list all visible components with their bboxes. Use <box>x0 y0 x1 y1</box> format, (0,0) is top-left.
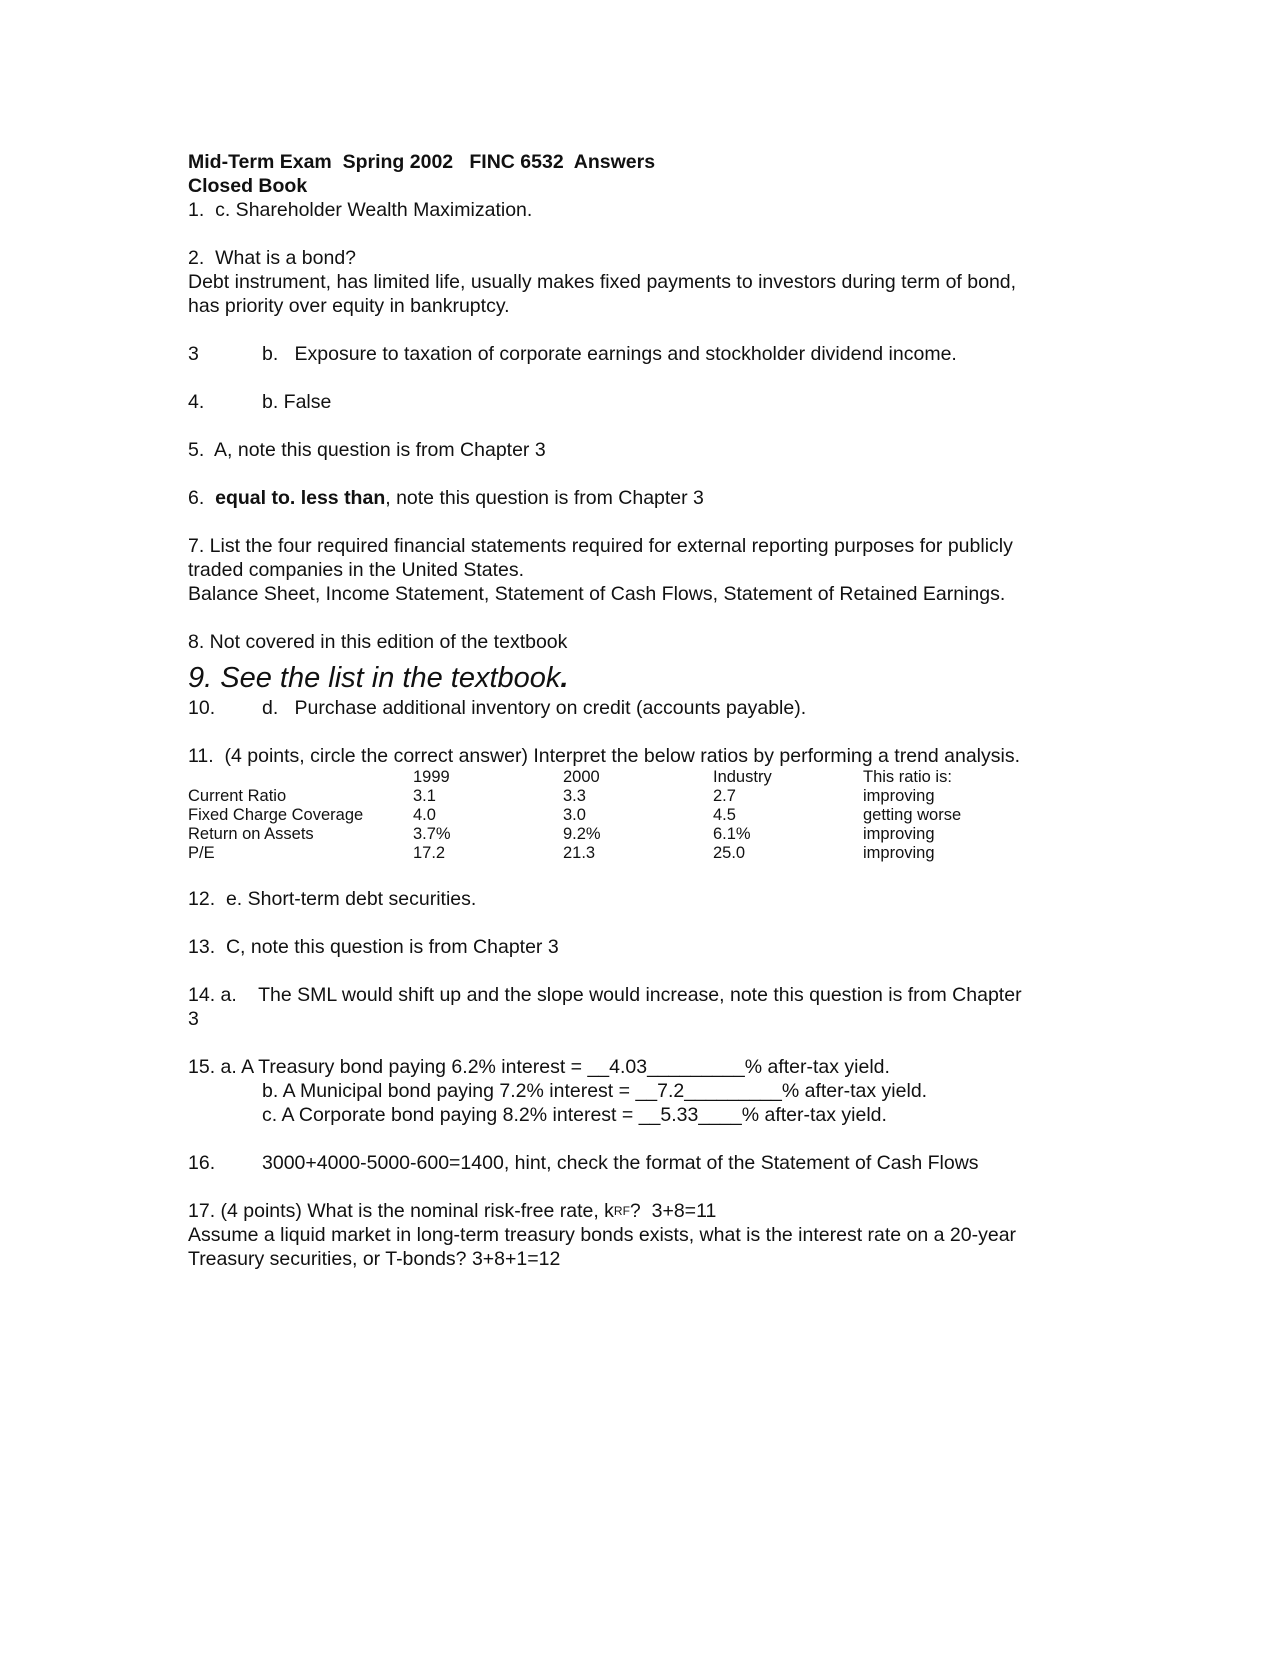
table-row <box>188 787 1013 806</box>
ratio-industry: 2.7 <box>713 787 736 805</box>
ratio-1999: 4.0 <box>413 806 436 824</box>
answer-16-text: 3000+4000-5000-600=1400, hint, check the format of the Statement of Cash Flows <box>262 1152 979 1174</box>
answer-13: 13. C, note this question is from Chapter 3 <box>188 936 559 958</box>
answer-17-pre: 17. (4 points) What is the nominal risk-free rate, k <box>188 1200 614 1222</box>
answer-9-text: 9. See the list in the textbook <box>188 662 561 694</box>
answer-12: 12. e. Short-term debt securities. <box>188 888 477 910</box>
exam-title: Mid-Term Exam Spring 2002 FINC 6532 Answers <box>188 151 656 173</box>
ratio-1999: 3.7% <box>413 825 451 843</box>
answer-2-line-1: Debt instrument, has limited life, usually makes fixed payments to investors during term of bond, <box>188 271 1017 293</box>
ratio-industry: 25.0 <box>713 844 746 862</box>
answer-17-subscript: RF <box>613 1204 630 1218</box>
exam-subtitle: Closed Book <box>188 175 308 197</box>
answer-17-line-1 <box>188 1199 1088 1223</box>
question-2: 2. What is a bond? <box>188 247 357 269</box>
ratio-trend: improving <box>863 787 935 805</box>
exam-answers-page <box>188 150 1088 1271</box>
ratio-name: Return on Assets <box>188 825 314 843</box>
ratio-1999: 17.2 <box>413 844 446 862</box>
ratio-header-1999: 1999 <box>413 768 450 786</box>
ratio-header-industry: Industry <box>713 768 772 786</box>
ratio-header-2000: 2000 <box>563 768 600 786</box>
answer-4-number: 4. <box>188 391 205 413</box>
question-7-line-2: traded companies in the United States. <box>188 559 525 581</box>
answer-10-number: 10. <box>188 697 216 719</box>
answer-14-line-2: 3 <box>188 1008 199 1030</box>
ratio-2000: 3.3 <box>563 787 586 805</box>
ratio-header-trend: This ratio is: <box>863 768 952 786</box>
answer-8: 8. Not covered in this edition of the textbook <box>188 631 568 653</box>
ratio-2000: 21.3 <box>563 844 596 862</box>
ratio-name: P/E <box>188 844 215 862</box>
answer-3-number: 3 <box>188 343 199 365</box>
ratio-trend: improving <box>863 825 935 843</box>
answer-4 <box>188 390 1088 414</box>
answer-10-text: d. Purchase additional inventory on credit (accounts payable). <box>262 697 807 719</box>
answer-3-text: b. Exposure to taxation of corporate earnings and stockholder dividend income. <box>262 343 957 365</box>
ratio-table <box>188 768 1013 863</box>
ratio-trend: getting worse <box>863 806 962 824</box>
answer-10 <box>188 696 1088 720</box>
answer-6 <box>188 486 1088 510</box>
answer-15a: 15. a. A Treasury bond paying 6.2% interest = __4.03_________% after-tax yield. <box>188 1056 890 1078</box>
answer-4-text: b. False <box>262 391 332 413</box>
answer-3 <box>188 342 1088 366</box>
answer-6-rest: , note this question is from Chapter 3 <box>385 487 704 509</box>
table-row <box>188 825 1013 844</box>
answer-9 <box>188 660 1088 696</box>
table-row <box>188 806 1013 825</box>
answer-6-number: 6. <box>188 487 216 509</box>
answer-2-line-2: has priority over equity in bankruptcy. <box>188 295 510 317</box>
ratio-industry: 4.5 <box>713 806 736 824</box>
ratio-2000: 3.0 <box>563 806 586 824</box>
answer-9-dot: . <box>560 662 569 694</box>
question-11: 11. (4 points, circle the correct answer) Interpret the below ratios by performing a trend analysis. <box>188 745 1021 767</box>
answer-14-line-1: 14. a. The SML would shift up and the slope would increase, note this question is from Chapter <box>188 984 1022 1006</box>
answer-16-number: 16. <box>188 1152 216 1174</box>
answer-1: 1. c. Shareholder Wealth Maximization. <box>188 199 533 221</box>
table-row <box>188 844 1013 863</box>
ratio-1999: 3.1 <box>413 787 436 805</box>
answer-17-post: ? 3+8=11 <box>629 1200 717 1222</box>
answer-7: Balance Sheet, Income Statement, Statement of Cash Flows, Statement of Retained Earnings. <box>188 583 1006 605</box>
answer-15b: b. A Municipal bond paying 7.2% interest = __7.2_________% after-tax yield. <box>262 1080 928 1102</box>
answer-5: 5. A, note this question is from Chapter 3 <box>188 439 546 461</box>
ratio-industry: 6.1% <box>713 825 751 843</box>
answer-17-line-3: Treasury securities, or T-bonds? 3+8+1=12 <box>188 1248 561 1270</box>
answer-15c: c. A Corporate bond paying 8.2% interest = __5.33____% after-tax yield. <box>262 1104 887 1126</box>
ratio-name: Current Ratio <box>188 787 287 805</box>
ratio-name: Fixed Charge Coverage <box>188 806 364 824</box>
answer-17-line-2: Assume a liquid market in long-term treasury bonds exists, what is the interest rate on a 20-year <box>188 1224 1017 1246</box>
question-7-line-1: 7. List the four required financial statements required for external reporting purposes for publicly <box>188 535 1013 557</box>
ratio-table-header <box>188 768 1013 787</box>
answer-6-bold: equal to. less than <box>215 487 386 509</box>
ratio-2000: 9.2% <box>563 825 601 843</box>
ratio-header-label <box>188 768 413 787</box>
answer-16 <box>188 1151 1088 1175</box>
ratio-trend: improving <box>863 844 935 862</box>
